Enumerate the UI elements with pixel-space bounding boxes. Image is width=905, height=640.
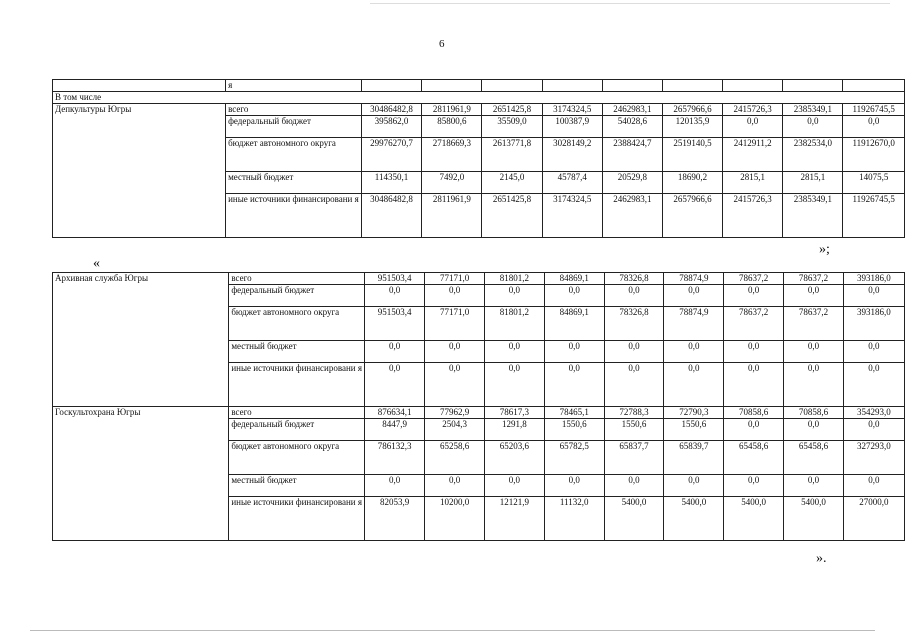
funding-source-label: иные источники финансировани я (229, 497, 365, 541)
value-cell: 2462983,1 (602, 104, 662, 116)
value-cell: 0,0 (724, 363, 784, 407)
value-cell: 2811961,9 (422, 194, 482, 238)
value-cell: 0,0 (843, 285, 904, 307)
value-cell: 0,0 (784, 419, 844, 441)
value-cell: 5400,0 (784, 497, 844, 541)
value-cell: 951503,4 (364, 273, 424, 285)
budget-table-depkultury (52, 79, 905, 238)
value-cell: 0,0 (425, 475, 485, 497)
value-cell: 3028149,2 (542, 138, 602, 172)
value-cell: 120135,9 (662, 116, 722, 138)
value-cell: 0,0 (604, 341, 664, 363)
value-cell: 14075,5 (843, 172, 905, 194)
value-cell: 3174324,5 (542, 194, 602, 238)
value-cell: 30486482,8 (361, 104, 422, 116)
value-cell: 0,0 (425, 285, 485, 307)
value-cell: 11926745,5 (843, 194, 905, 238)
value-cell: 0,0 (484, 285, 544, 307)
value-cell: 81801,2 (484, 273, 544, 285)
value-cell: 2651425,8 (482, 104, 542, 116)
opening-quote: « (93, 256, 100, 271)
closing-quote-semicolon: »; (819, 242, 830, 257)
value-cell: 0,0 (664, 341, 724, 363)
value-cell: 0,0 (723, 116, 783, 138)
value-cell: 70858,6 (784, 407, 844, 419)
funding-source-label: местный бюджет (229, 341, 365, 363)
value-cell: 2145,0 (482, 172, 542, 194)
value-cell: 65458,6 (784, 441, 844, 475)
header-blank-cell (53, 80, 226, 92)
header-blank-cell (662, 80, 722, 92)
scan-edge-top (370, 3, 890, 4)
value-cell: 100387,9 (542, 116, 602, 138)
value-cell: 10200,0 (425, 497, 485, 541)
value-cell: 393186,0 (843, 273, 904, 285)
value-cell: 0,0 (784, 363, 844, 407)
value-cell: 0,0 (364, 341, 424, 363)
value-cell: 0,0 (664, 475, 724, 497)
value-cell: 2415726,3 (723, 194, 783, 238)
value-cell: 0,0 (604, 475, 664, 497)
value-cell: 0,0 (784, 341, 844, 363)
value-cell: 0,0 (364, 363, 424, 407)
funding-source-label: иные источники финансировани я (226, 194, 362, 238)
value-cell: 2382534,0 (783, 138, 843, 172)
funding-source-label: всего (229, 407, 365, 419)
value-cell: 11132,0 (544, 497, 604, 541)
value-cell: 786132,3 (364, 441, 424, 475)
header-blank-cell (602, 80, 662, 92)
value-cell: 84869,1 (544, 307, 604, 341)
header-blank-cell (723, 80, 783, 92)
value-cell: 78465,1 (544, 407, 604, 419)
funding-source-label: федеральный бюджет (229, 419, 365, 441)
funding-source-label: бюджет автономного округа (229, 441, 365, 475)
value-cell: 45787,4 (542, 172, 602, 194)
value-cell: 0,0 (843, 116, 905, 138)
value-cell: 20529,8 (602, 172, 662, 194)
value-cell: 2815,1 (723, 172, 783, 194)
funding-source-label: федеральный бюджет (229, 285, 365, 307)
funding-source-label: местный бюджет (226, 172, 362, 194)
header-blank-cell (843, 80, 905, 92)
value-cell: 0,0 (364, 475, 424, 497)
value-cell: 1550,6 (604, 419, 664, 441)
value-cell: 0,0 (544, 363, 604, 407)
value-cell: 82053,9 (364, 497, 424, 541)
page-number: 6 (439, 38, 445, 50)
value-cell: 11926745,5 (843, 104, 905, 116)
value-cell: 0,0 (604, 363, 664, 407)
value-cell: 2657966,6 (662, 194, 722, 238)
value-cell: 2415726,3 (723, 104, 783, 116)
value-cell: 0,0 (843, 475, 904, 497)
value-cell: 77171,0 (425, 307, 485, 341)
group-label-row (53, 92, 905, 104)
value-cell: 0,0 (664, 285, 724, 307)
group-label: В том числе (53, 92, 905, 104)
value-cell: 78874,9 (664, 273, 724, 285)
value-cell: 0,0 (484, 341, 544, 363)
value-cell: 78637,2 (724, 307, 784, 341)
funding-source-label: иные источники финансировани я (229, 363, 365, 407)
value-cell: 2385349,1 (783, 194, 843, 238)
value-cell: 2504,3 (425, 419, 485, 441)
funding-source-label: бюджет автономного округа (229, 307, 365, 341)
value-cell: 0,0 (604, 285, 664, 307)
value-cell: 78637,2 (784, 307, 844, 341)
value-cell: 5400,0 (724, 497, 784, 541)
value-cell: 78326,8 (604, 273, 664, 285)
value-cell: 85800,6 (422, 116, 482, 138)
value-cell: 2519140,5 (662, 138, 722, 172)
value-cell: 0,0 (425, 341, 485, 363)
value-cell: 2385349,1 (783, 104, 843, 116)
value-cell: 0,0 (544, 341, 604, 363)
header-blank-cell (542, 80, 602, 92)
value-cell: 2651425,8 (482, 194, 542, 238)
value-cell: 2412911,2 (723, 138, 783, 172)
value-cell: 30486482,8 (361, 194, 422, 238)
value-cell: 0,0 (484, 363, 544, 407)
value-cell: 78326,8 (604, 307, 664, 341)
table-row (53, 407, 905, 419)
value-cell: 0,0 (364, 285, 424, 307)
value-cell: 0,0 (724, 341, 784, 363)
funding-source-label: федеральный бюджет (226, 116, 362, 138)
value-cell: 0,0 (664, 363, 724, 407)
value-cell: 1550,6 (664, 419, 724, 441)
value-cell: 0,0 (843, 419, 904, 441)
table-row (53, 273, 905, 285)
funding-source-label: местный бюджет (229, 475, 365, 497)
value-cell: 0,0 (484, 475, 544, 497)
value-cell: 70858,6 (724, 407, 784, 419)
value-cell: 0,0 (425, 363, 485, 407)
value-cell: 78637,2 (724, 273, 784, 285)
value-cell: 2815,1 (783, 172, 843, 194)
value-cell: 65458,6 (724, 441, 784, 475)
value-cell: 2718669,3 (422, 138, 482, 172)
value-cell: 0,0 (724, 285, 784, 307)
header-blank-cell (361, 80, 422, 92)
org-name: Депкультуры Югры (53, 104, 226, 238)
closing-quote-period: ». (816, 551, 827, 566)
value-cell: 77962,9 (425, 407, 485, 419)
org-name: Архивная служба Югры (53, 273, 229, 407)
header-fragment: я (226, 80, 362, 92)
value-cell: 29976270,7 (361, 138, 422, 172)
value-cell: 84869,1 (544, 273, 604, 285)
table-row (53, 104, 905, 116)
value-cell: 72788,3 (604, 407, 664, 419)
value-cell: 0,0 (724, 419, 784, 441)
org-name: Госкультохрана Югры (53, 407, 229, 541)
value-cell: 78617,3 (484, 407, 544, 419)
value-cell: 0,0 (784, 285, 844, 307)
value-cell: 0,0 (843, 363, 904, 407)
header-blank-cell (783, 80, 843, 92)
value-cell: 11912670,0 (843, 138, 905, 172)
value-cell: 327293,0 (843, 441, 904, 475)
header-blank-cell (482, 80, 542, 92)
value-cell: 1550,6 (544, 419, 604, 441)
value-cell: 0,0 (843, 341, 904, 363)
value-cell: 18690,2 (662, 172, 722, 194)
value-cell: 65837,7 (604, 441, 664, 475)
value-cell: 0,0 (724, 475, 784, 497)
value-cell: 393186,0 (843, 307, 904, 341)
value-cell: 65839,7 (664, 441, 724, 475)
value-cell: 2811961,9 (422, 104, 482, 116)
funding-source-label: бюджет автономного округа (226, 138, 362, 172)
value-cell: 8447,9 (364, 419, 424, 441)
value-cell: 65782,5 (544, 441, 604, 475)
value-cell: 0,0 (783, 116, 843, 138)
value-cell: 951503,4 (364, 307, 424, 341)
value-cell: 65258,6 (425, 441, 485, 475)
value-cell: 1291,8 (484, 419, 544, 441)
value-cell: 5400,0 (604, 497, 664, 541)
value-cell: 0,0 (544, 475, 604, 497)
value-cell: 0,0 (784, 475, 844, 497)
header-fragment-row (53, 80, 905, 92)
value-cell: 54028,6 (602, 116, 662, 138)
value-cell: 78874,9 (664, 307, 724, 341)
value-cell: 2388424,7 (602, 138, 662, 172)
value-cell: 0,0 (544, 285, 604, 307)
value-cell: 35509,0 (482, 116, 542, 138)
value-cell: 876634,1 (364, 407, 424, 419)
header-blank-cell (422, 80, 482, 92)
value-cell: 5400,0 (664, 497, 724, 541)
value-cell: 72790,3 (664, 407, 724, 419)
value-cell: 7492,0 (422, 172, 482, 194)
value-cell: 65203,6 (484, 441, 544, 475)
value-cell: 3174324,5 (542, 104, 602, 116)
value-cell: 27000,0 (843, 497, 904, 541)
value-cell: 77171,0 (425, 273, 485, 285)
value-cell: 114350,1 (361, 172, 422, 194)
scan-edge-bottom (30, 630, 875, 631)
budget-table-agencies (52, 272, 905, 541)
value-cell: 2613771,8 (482, 138, 542, 172)
value-cell: 78637,2 (784, 273, 844, 285)
value-cell: 12121,9 (484, 497, 544, 541)
value-cell: 2657966,6 (662, 104, 722, 116)
value-cell: 354293,0 (843, 407, 904, 419)
funding-source-label: всего (229, 273, 365, 285)
value-cell: 81801,2 (484, 307, 544, 341)
funding-source-label: всего (226, 104, 362, 116)
value-cell: 395862,0 (361, 116, 422, 138)
value-cell: 2462983,1 (602, 194, 662, 238)
